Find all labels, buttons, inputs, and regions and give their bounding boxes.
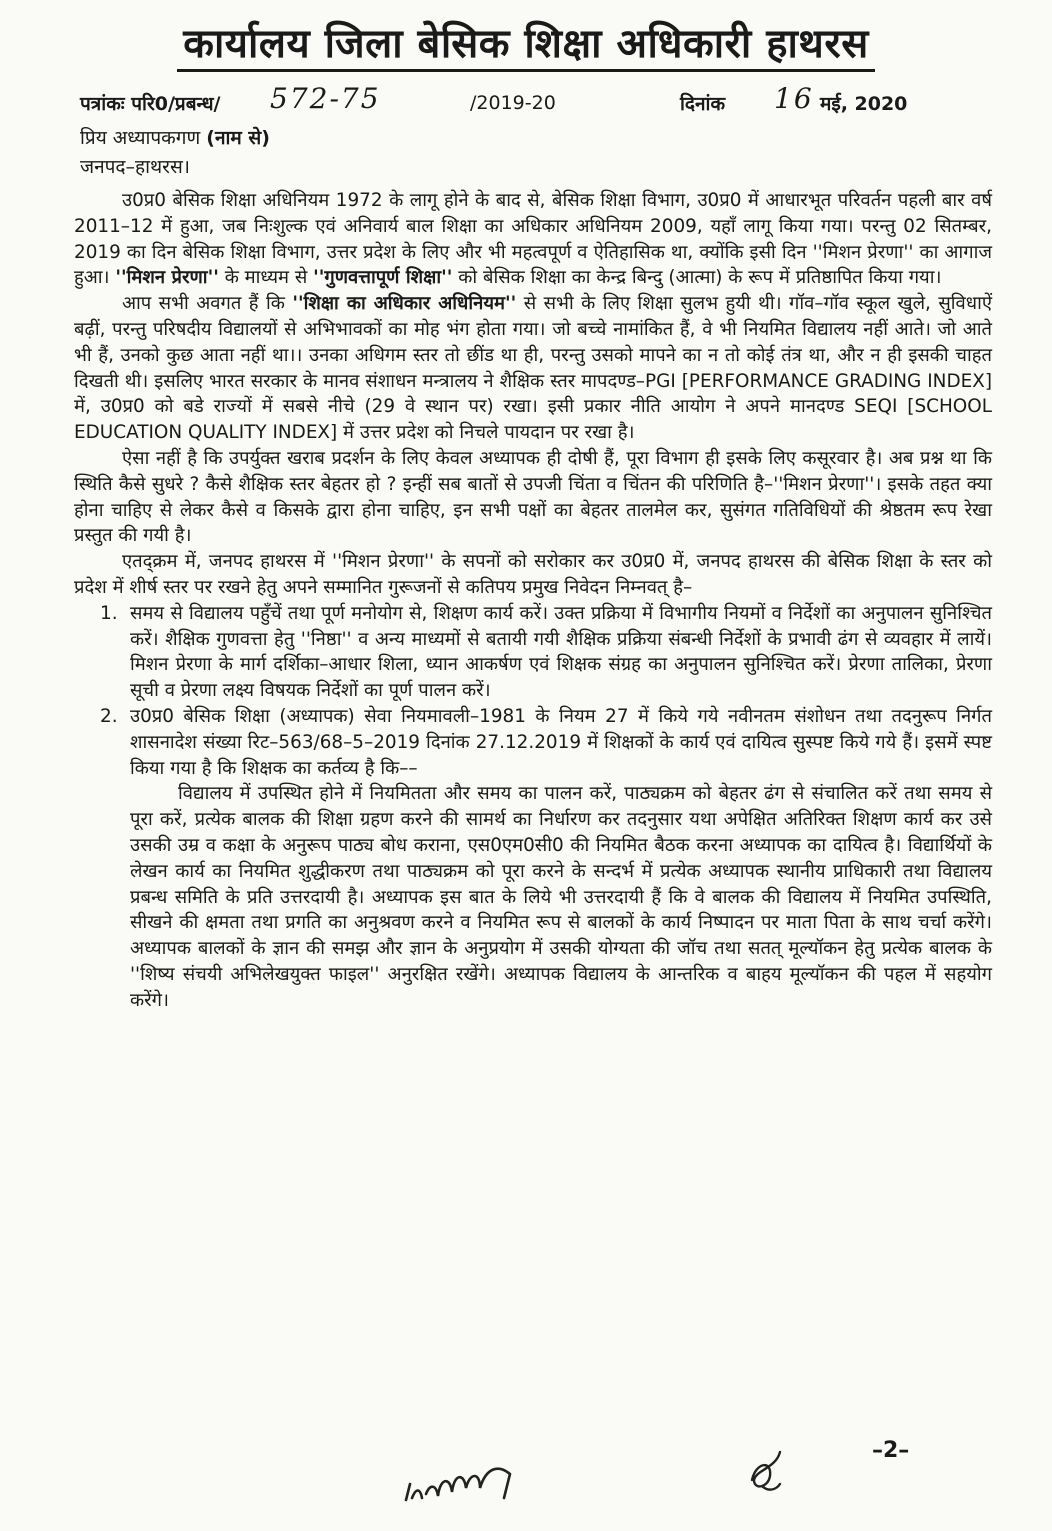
p1-text-c: को बेसिक शिक्षा का केन्द्र बिन्दु (आत्मा) के रूप में प्रतिष्ठापित किया गया। — [452, 267, 942, 289]
reference-session: /2019-20 — [470, 92, 556, 114]
paragraph-1 — [74, 188, 992, 291]
paragraph-3: ऐसा नहीं है कि उपर्युक्त खराब प्रदर्शन के लिए केवल अध्यापक ही दोषी हैं, पूरा विभाग ही इसके लिए कसूरवार है। अब प्रश्न था कि स्थिति कैसे सुधरे ? कैसे शैक्षिक स्तर बेहतर हो ? इन्हीं सब बातों से उपजी चिंता व चिंतन की परिणिति है–''मिशन प्रेरणा''। इसके तहत क्या होना चाहिए से लेकर कैसे व किसके द्वारा होना चाहिए, इन सभी पक्षों का बेहतर तालमेल कर, सुसंगत गतिविधियों की श्रेष्ठतम रूप रेखा प्रस्तुत की गयी है। — [74, 447, 992, 547]
point-number: 2. — [100, 705, 118, 727]
salutation-line-2: जनपद–हाथरस। — [80, 156, 190, 178]
reference-line — [80, 82, 980, 122]
p2-bold-rte: ''शिक्षा का अधिकार अधिनियम'' — [292, 293, 517, 315]
point-text: समय से विद्यालय पहुँचें तथा पूर्ण मनोयोग से, शिक्षण कार्य करें। उक्त प्रक्रिया में विभागीय नियमों व निर्देशों का अनुपालन सुनिश्चित करें। शैक्षिक गुणवत्ता हेतु ''निष्ठा'' व अन्य माध्यमों से बतायी गयी शैक्षिक प्रक्रिया संबन्धी निर्देशों के प्रभावी ढंग से व्यवहार में लायें। मिशन प्रेरणा के मार्ग दर्शिका–आधार शिला, ध्यान आकर्षण एवं शिक्षक संग्रह का अनुपालन सुनिश्चित करें। प्रेरणा तालिका, प्रेरणा सूची व प्रेरणा लक्ष्य विषयक निर्देशों का पूर्ण पालन करें। — [130, 602, 992, 702]
p2-text-b: से सभी के लिए शिक्षा सुलभ हुयी थी। गॉव–गॉव स्कूल खुले, सुविधाऐं बढ़ीं, परन्तु परिषदीय विद्यालयों से अभिभावकों का मोह भंग होता गया। जो बच्चे नामांकित हैं, वे भी नियमित विद्यालय नहीं आते। जो आते भी हैं, उनको कुछ आता नहीं था।। उनका अधिगम स्तर तो छींड था ही, परन्तु उसको मापने का न तो कोई तंत्र था, और न ही इसकी चाहत दिखती थी। इसलिए भारत सरकार के मानव संशाधन मन्त्रालय ने शैक्षिक स्तर मापदण्ड–PGI [PERFORMANCE GRADING INDEX] में, उ0प्र0 को बडे राज्यों में सबसे नीचे (29 वे स्थान पर) रखा। इसी प्रकार नीति आयोग ने अपने मानदण्ड SEQI [SCHOOL EDUCATION QUALITY INDEX] में उत्तर प्रदेश को निचले पायदान पर रखा है। — [74, 293, 993, 444]
point-item — [100, 704, 992, 781]
handwritten-signature — [742, 1440, 792, 1500]
salutation-prefix: प्रिय अध्यापकगण — [80, 127, 207, 149]
points-list — [74, 601, 992, 782]
p1-bold-quality: ''गुणवत्तापूर्ण शिक्षा'' — [313, 267, 453, 289]
reference-number: 572-75 — [270, 82, 381, 115]
salutation-bold: (नाम से) — [206, 127, 270, 149]
reference-label: पत्रांकः परि0/प्रबन्ध/ — [80, 93, 221, 115]
point-item — [100, 601, 992, 704]
p1-bold-mission: ''मिशन प्रेरणा'' — [115, 267, 219, 289]
p1-text-b: के माध्यम से — [218, 267, 314, 289]
paragraph-4: एतद्क्रम में, जनपद हाथरस में ''मिशन प्रेरणा'' के सपनों को सरोकार कर उ0प्र0 में, जनपद हाथरस की बेसिक शिक्षा के स्तर को प्रदेश में शीर्ष स्तर पर रखने हेतु अपने सम्मानित गुरूजनों से कतिपय प्रमुख निवेदन निम्नवत् है– — [74, 551, 992, 598]
salutation-line-1 — [80, 124, 270, 153]
date-day: 16 — [774, 82, 814, 115]
office-title — [0, 14, 1052, 69]
p2-text-a: आप सभी अवगत हैं कि — [122, 293, 293, 315]
letter-body — [74, 188, 992, 1014]
p1-text-a: उ0प्र0 बेसिक शिक्षा अधिनियम 1972 के लागू होने के बाद से, बेसिक शिक्षा विभाग, उ0प्र0 में आधारभूत परिवर्तन पहली बार वर्ष 2011–12 में हुआ, जब निःशुल्क एवं अनिवार्य बाल शिक्षा का अधिकार अधिनियम 2009, यहाँ लागू किया गया। परन्तु 02 सितम्बर, 2019 का दिन बेसिक शिक्षा विभाग, उत्तर प्रदेश के लिए और भी महत्वपूर्ण व ऐतिहासिक था, क्योंकि इसी दिन ''मिशन प्रेरणा'' का आगाज हुआ। — [74, 190, 992, 289]
point-number: 1. — [100, 602, 118, 624]
point-text: उ0प्र0 बेसिक शिक्षा (अध्यापक) सेवा नियमावली–1981 के नियम 27 में किये गये नवीनतम संशोधन तथा तदनुरूप निर्गत शासनादेश संख्या रिट–563/68–5–2019 दिनांक 27.12.2019 में शिक्षकों के कार्य एवं दायित्व सुस्पष्ट किये गये हैं। इसमें स्पष्ट किया गया है कि शिक्षक का कर्तव्य है कि–– — [130, 705, 992, 779]
date-rest: मई, 2020 — [820, 93, 908, 115]
duty-paragraph: विद्यालय में उपस्थित होने में नियमितता और समय का पालन करें, पाठ्यक्रम को बेहतर ढंग से संचालित करें तथा समय से पूरा करें, प्रत्येक बालक की शिक्षा ग्रहण करने की सामर्थ का निर्धारण कर तदनुसार यथा अपेक्षित अतिरिक्त शिक्षण कार्य कर उसे उसकी उम्र व कक्षा के अनुरूप पाठ्य बोध कराना, एस0एम0सी0 की नियमित बैठक करना अध्यापक का दायित्व है। विद्यार्थियों के लेखन कार्य का नियमित शुद्धीकरण तथा पाठ्यक्रम को पूरा करने के सन्दर्भ में प्रत्येक अध्यापक स्थानीय प्राधिकारी तथा विद्यालय प्रबन्ध समिति के प्रति उत्तरदायी है। अध्यापक इस बात के लिये भी उत्तरदायी हैं कि वे बालक की विद्यालय में नियमित उपस्थिति, सीखने की क्षमता तथा प्रगति का अनुश्रवण करने व नियमित रूप से बालकों के कार्य निष्पादन पर माता पिता के साथ चर्चा करेंगे। अध्यापक बालकों के ज्ञान की समझ और ज्ञान के अनुप्रयोग में उसकी योग्यता की जॉच तथा सतत् मूल्यॉकन हेतु प्रत्येक बालक के ''शिष्य संचयी अभिलेखयुक्त फाइल'' अनुरक्षित रखेंगे। अध्यापक विद्यालय के आन्तरिक व बाहय मूल्यॉकन की पहल में सहयोग करेंगे। — [130, 783, 992, 1011]
page-marker: –2– — [872, 1438, 910, 1463]
office-title-text: कार्यालय जिला बेसिक शिक्षा अधिकारी हाथरस — [177, 21, 875, 72]
paragraph-2 — [74, 291, 992, 446]
date-label: दिनांक — [680, 93, 726, 115]
handwritten-initials — [400, 1448, 540, 1518]
salutation — [80, 124, 270, 182]
